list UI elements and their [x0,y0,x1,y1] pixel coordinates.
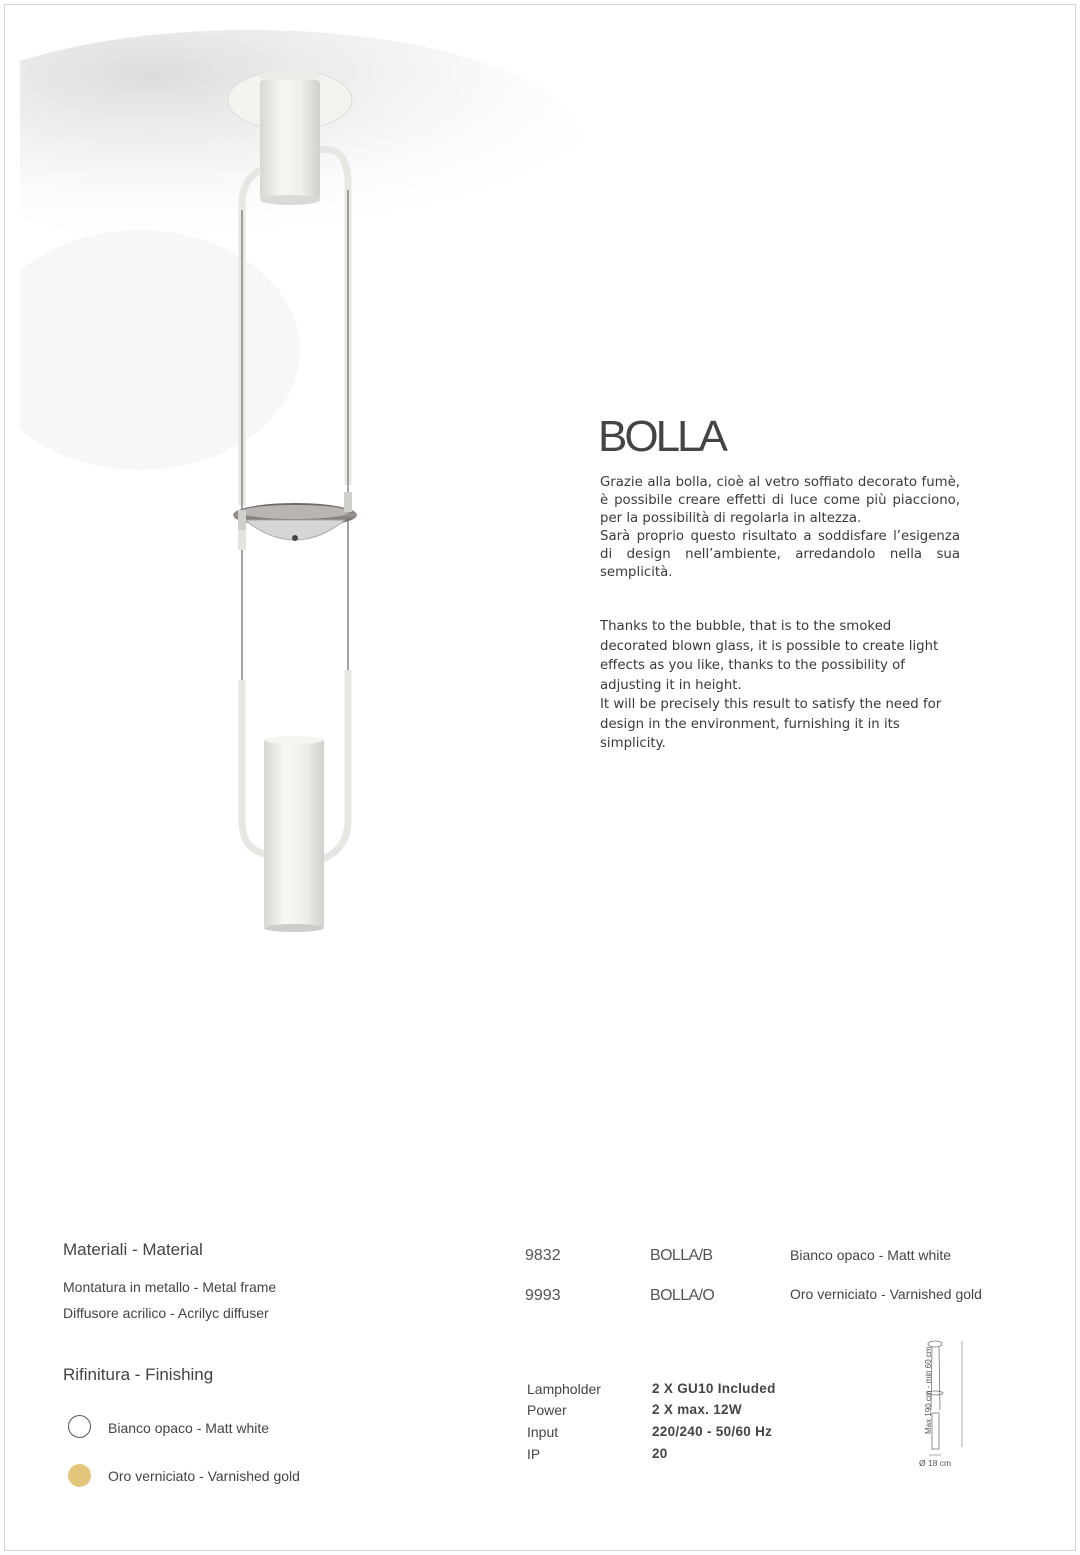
product-image [20,20,700,1020]
finishing-label: Oro verniciato - Varnished gold [108,1468,300,1484]
description-english-paragraph: It will be precisely this result to satisfy the need for design in the environment, furnishing it in its simplicity. [600,697,942,751]
product-finish: Bianco opaco - Matt white [790,1247,952,1263]
spec-label: Input [527,1424,559,1440]
dimension-diameter: Ø 18 cm [919,1458,952,1468]
spec-value: 220/240 - 50/60 Hz [652,1424,773,1439]
product-finish: Oro verniciato - Varnished gold [790,1286,982,1302]
materials-title: Materiali - Material [63,1240,203,1259]
finishing-title: Rifinitura - Finishing [63,1365,214,1384]
dimension-drawing [905,1335,995,1475]
material-item: Montatura in metallo - Metal frame [63,1279,277,1295]
product-title: BOLLA [598,412,725,461]
spec-value: 2 X GU10 Included [652,1381,776,1396]
description-italian [600,474,960,582]
description-english-paragraph: Thanks to the bubble, that is to the smoked decorated blown glass, it is possible to create light effects as you like, thanks to the possibility of adjusting it in height. [600,619,939,693]
finishing-label: Bianco opaco - Matt white [108,1420,270,1436]
material-item: Diffusore acrilico - Acrilyc diffuser [63,1305,269,1321]
product-model: BOLLA/O [650,1287,715,1304]
spec-label: Power [527,1402,567,1418]
spec-value: 20 [652,1446,668,1461]
description-italian-paragraph: Sarà proprio questo risultato a soddisfare l’esigenza di design nell’ambiente, arredandolo nella sua semplicità. [600,529,960,580]
spec-value: 2 X max. 12W [652,1402,742,1417]
dimension-height: Max 190 cm - min 60 cm [924,1346,933,1434]
spec-label: Lampholder [527,1381,601,1397]
product-model: BOLLA/B [650,1247,713,1264]
swatch-varnished-gold [68,1464,91,1487]
description-italian-paragraph: Grazie alla bolla, cioè al vetro soffiato decorato fumè, è possibile creare effetti di luce come più piacciono, per la possibilità di regolarla in altezza. [600,475,960,526]
swatch-matt-white [68,1415,91,1438]
description-english [600,617,960,754]
product-code: 9993 [525,1287,561,1304]
spec-label: IP [527,1446,541,1462]
product-code: 9832 [525,1247,561,1264]
